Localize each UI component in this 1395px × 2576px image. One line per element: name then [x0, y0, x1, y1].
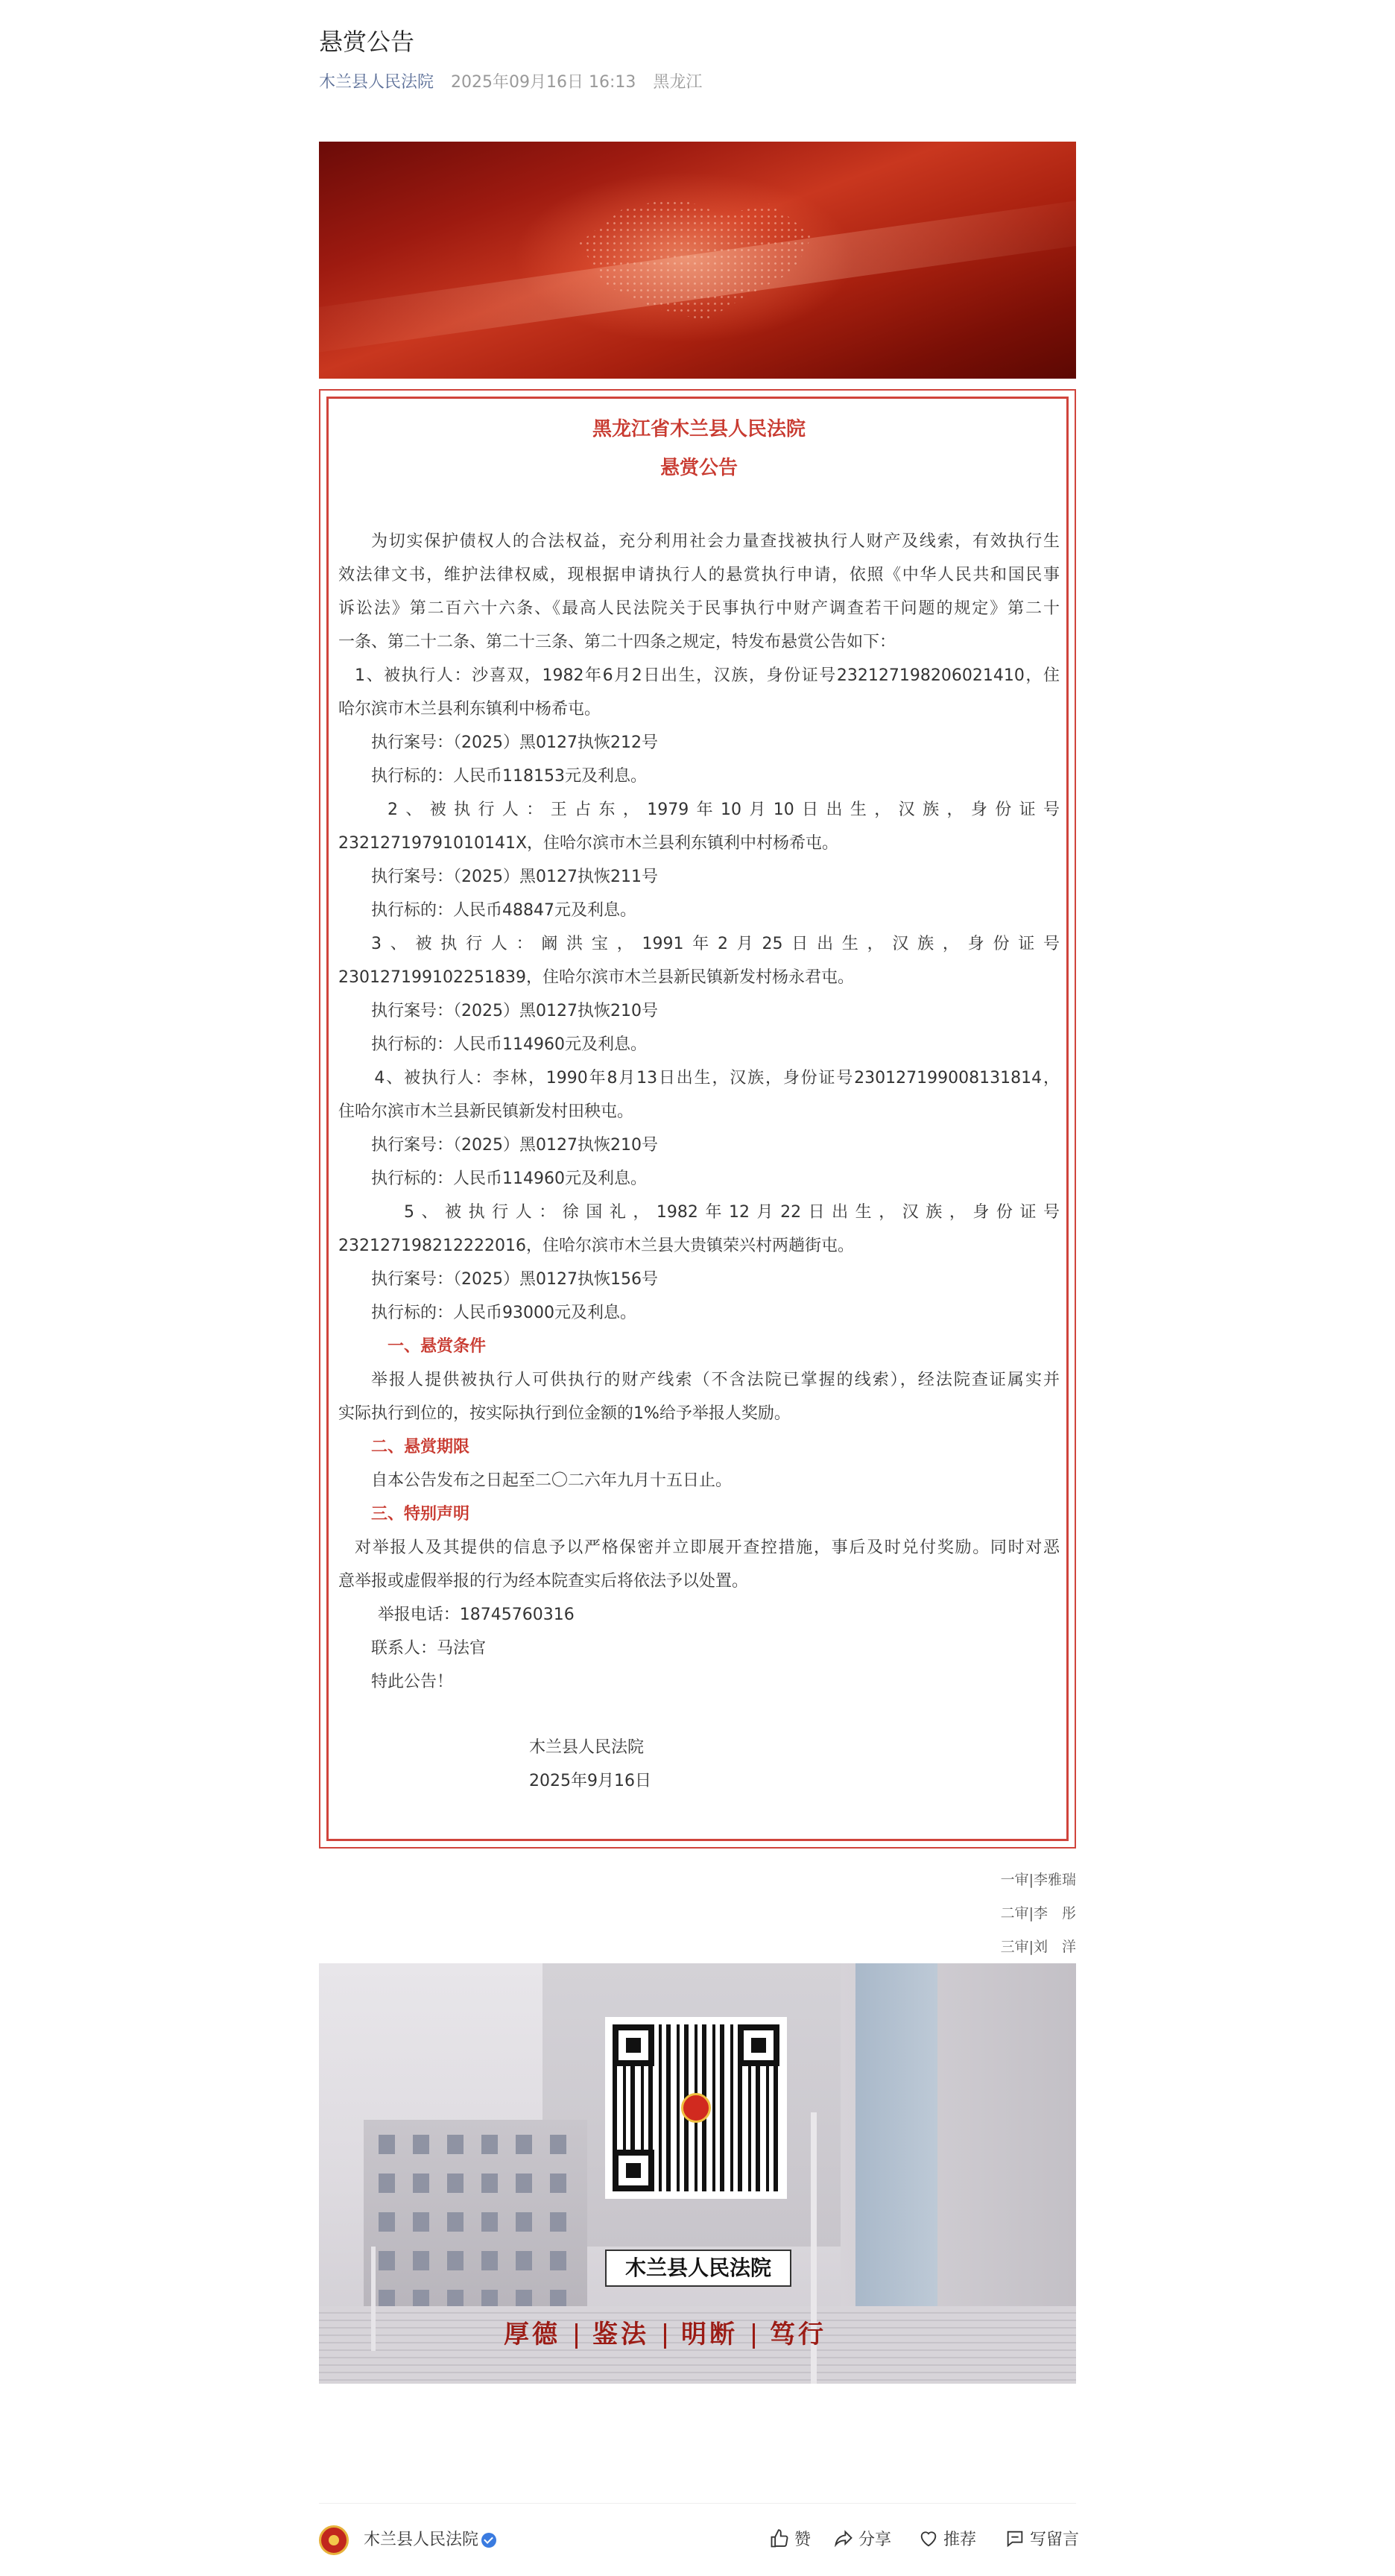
notice-line: 1、被执行人：沙喜双，1982年6月2日出生，汉族，身份证号232127198206021410，住: [355, 666, 1060, 685]
notice-line: 哈尔滨市木兰县利东镇利中杨希屯。: [338, 700, 601, 719]
notice-line: 执行案号：（2025）黑0127执恢156号: [371, 1270, 658, 1289]
article-meta: [319, 72, 702, 94]
publish-datetime: 2025年09月16日 16:13: [451, 73, 636, 92]
account-avatar[interactable]: [319, 2525, 349, 2555]
notice-line: 联系人：马法官: [371, 1639, 487, 1658]
notice-line: 举报人提供被执行人可供执行的财产线索（不含法院已掌握的线索），经法院查证属实并: [371, 1371, 1060, 1389]
article-title: 悬赏公告: [319, 28, 415, 56]
notice-section-heading: 三、特别声明: [371, 1505, 470, 1524]
notice-line: 23212719791010141X，住哈尔滨市木兰县利东镇利中村杨希屯。: [338, 834, 839, 853]
notice-line: 230127199102251839，住哈尔滨市木兰县新民镇新发村杨永君屯。: [338, 968, 854, 987]
notice-line: 执行案号：（2025）黑0127执恢210号: [371, 1136, 658, 1155]
notice-heading: 悬赏公告: [659, 457, 738, 479]
notice-line: 实际执行到位的，按实际执行到位金额的1%给予举报人奖励。: [338, 1404, 791, 1423]
header-banner-image: [319, 142, 1076, 379]
notice-line: 诉讼法》第二百六十六条、《最高人民法院关于民事执行中财产调查若干问题的规定》第二十: [338, 599, 1060, 618]
notice-org: 黑龙江省木兰县人民法院: [592, 418, 806, 441]
editor-first-review: 一审|李雅瑞: [1000, 1872, 1076, 1888]
notice-line: 执行标的：人民币48847元及利息。: [371, 901, 636, 920]
notice-line: 住哈尔滨市木兰县新民镇新发村田秧屯。: [338, 1102, 634, 1121]
motto-4: 笃行: [770, 2320, 826, 2349]
court-qr-poster: [319, 1963, 1076, 2384]
qr-code[interactable]: [605, 2017, 787, 2199]
motto-2: 鉴法: [592, 2320, 649, 2349]
notice-line: 执行标的：人民币93000元及利息。: [371, 1304, 636, 1322]
notice-line: 执行标的：人民币114960元及利息。: [371, 1169, 647, 1188]
notice-line: 4、被执行人：李林，1990年8月13日出生，汉族，身份证号230127199008131814，: [374, 1069, 1060, 1087]
signature-org: 木兰县人民法院: [529, 1738, 645, 1757]
notice-section-heading: 二、悬赏期限: [371, 1438, 470, 1456]
notice-line: 执行标的：人民币118153元及利息。: [371, 767, 647, 786]
footer-account-name[interactable]: 木兰县人民法院: [364, 2531, 479, 2549]
comment-button[interactable]: 写留言: [1005, 2528, 1079, 2552]
notice-section-heading: 一、悬赏条件: [388, 1337, 487, 1356]
editor-third-review: 三审|刘 洋: [1000, 1939, 1076, 1955]
notice-line: 执行案号：（2025）黑0127执恢212号: [371, 733, 658, 752]
verified-badge-icon: [481, 2533, 496, 2548]
notice-line: 3、被执行人：阚洪宝，1991年2月25日出生，汉族，身份证号: [371, 935, 1060, 953]
signature-date: 2025年9月16日: [529, 1772, 651, 1790]
comment-icon: [1005, 2528, 1025, 2549]
notice-line: 效法律文书，维护法律权威，现根据申请执行人的悬赏执行申请，依照《中华人民共和国民事: [338, 566, 1060, 584]
share-button[interactable]: 分享: [833, 2528, 891, 2552]
heart-icon: [918, 2528, 939, 2549]
notice-line: 232127198212222016，住哈尔滨市木兰县大贵镇荣兴村两趟街屯。: [338, 1237, 854, 1255]
notice-line: 为切实保护债权人的合法权益，充分利用社会力量查找被执行人财产及线索，有效执行生: [371, 532, 1060, 551]
publish-location: 黑龙江: [653, 73, 703, 92]
share-arrow-icon: [833, 2528, 854, 2549]
notice-line: 举报电话：18745760316: [377, 1606, 575, 1624]
notice-frame: [319, 389, 1076, 1849]
motto-1: 厚德: [504, 2320, 560, 2349]
notice-line: 特此公告！: [371, 1673, 454, 1691]
poster-motto: [504, 2314, 921, 2350]
article-footer: [319, 2521, 1080, 2563]
notice-line: 自本公告发布之日起至二〇二六年九月十五日止。: [371, 1471, 733, 1490]
thumbs-up-icon: [769, 2528, 790, 2549]
notice-line: 执行案号：（2025）黑0127执恢211号: [371, 868, 658, 886]
notice-line: 5、被执行人：徐国礼，1982年12月22日出生，汉族，身份证号: [404, 1203, 1060, 1222]
recommend-button[interactable]: 推荐: [918, 2528, 976, 2552]
like-button[interactable]: 赞: [769, 2528, 811, 2552]
account-link[interactable]: 木兰县人民法院: [319, 73, 434, 92]
notice-line: 意举报或虚假举报的行为经本院查实后将依法予以处置。: [338, 1572, 749, 1591]
poster-court-label: 木兰县人民法院: [605, 2250, 791, 2287]
footer-divider: [319, 2503, 1076, 2504]
notice-line: 一条、第二十二条、第二十三条、第二十四条之规定，特发布悬赏公告如下：: [338, 633, 896, 651]
editor-second-review: 二审|李 彤: [1000, 1905, 1076, 1922]
notice-line: 对举报人及其提供的信息予以严格保密并立即展开查控措施，事后及时兑付奖励。同时对恶: [355, 1538, 1060, 1557]
motto-3: 明断: [681, 2320, 738, 2349]
court-emblem-icon: [681, 2093, 711, 2123]
notice-line: 执行标的：人民币114960元及利息。: [371, 1035, 647, 1054]
notice-line: 2、被执行人：王占东，1979年10月10日出生，汉族，身份证号: [388, 801, 1060, 819]
notice-line: 执行案号：（2025）黑0127执恢210号: [371, 1002, 658, 1020]
